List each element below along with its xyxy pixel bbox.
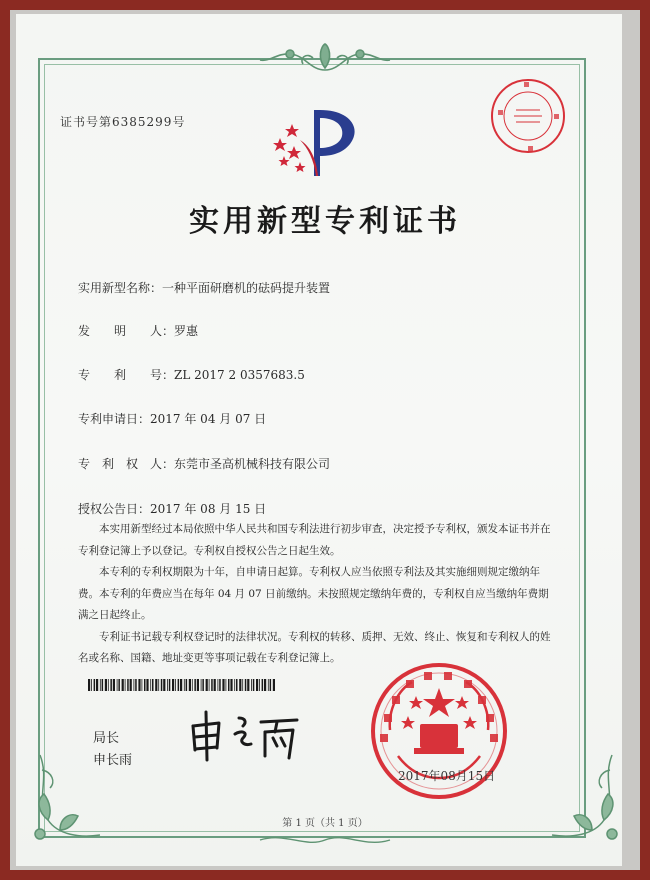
barcode-bar <box>206 679 208 691</box>
barcode-bar <box>214 679 216 691</box>
barcode-bar <box>186 679 188 691</box>
barcode-bar <box>144 679 146 691</box>
barcode-bar <box>268 679 269 691</box>
barcode-bar <box>175 679 176 691</box>
barcode-bar <box>178 679 180 691</box>
barcode-bar <box>201 679 202 691</box>
field-value: 一种平面研磨机的砝码提升装置 <box>162 281 331 295</box>
barcode-bar <box>91 679 92 691</box>
barcode-bar <box>110 679 112 691</box>
barcode-bar <box>125 679 126 691</box>
barcode-bar <box>167 679 168 691</box>
barcode-bar <box>202 679 204 691</box>
barcode-bar <box>259 679 260 691</box>
barcode-bar <box>152 679 154 691</box>
field-label: 专 利 号： <box>78 368 175 382</box>
barcode-bar <box>155 679 157 691</box>
barcode-bar <box>96 679 98 691</box>
barcode-bar <box>230 679 232 691</box>
field-label: 专利申请日： <box>78 412 151 426</box>
barcode-bar <box>236 679 238 691</box>
top-ornament <box>255 40 395 76</box>
field-value: 罗惠 <box>174 324 199 338</box>
field-value: 2017 年 08 月 15 日 <box>150 502 267 516</box>
director-name: 申长雨 <box>93 753 133 768</box>
barcode-bar <box>270 679 272 691</box>
paragraph-legal-status: 专利证书记载专利权登记时的法律状况。专利权的转移、质押、无效、终止、恢复和专利权人的姓名或名称、国籍、地址变更等事项记载在专利登记簿上。 <box>78 630 551 664</box>
field-inventor <box>78 322 198 339</box>
field-value: 2017 年 04 月 07 日 <box>150 412 267 426</box>
barcode-bar <box>169 679 171 691</box>
barcode-bar <box>135 679 137 691</box>
barcode-bar <box>234 679 235 691</box>
field-label: 专 利 权 人： <box>78 457 175 471</box>
barcode-bar <box>226 679 227 691</box>
barcode-bar <box>222 679 224 691</box>
barcode-bar <box>100 679 101 691</box>
barcode-bar <box>192 679 193 691</box>
barcode-bar <box>262 679 264 691</box>
seal-date: 2017年08月15日 <box>398 769 496 783</box>
barcode-bar <box>88 679 90 691</box>
barcode-bar <box>228 679 230 691</box>
paragraph-term: 本专利的专利权期限为十年，自申请日起算。专利权人应当依照专利法及其实施细则规定缴纳年费。本专利的年费应当在每年 04 月 07 日前缴纳。未按照规定缴纳年费的，专利权自应当缴纳年费期满之日起终止。 <box>78 566 549 621</box>
barcode-bar <box>256 679 258 691</box>
barcode-bar <box>239 679 241 691</box>
director-signature <box>185 706 330 762</box>
barcode-bar <box>108 679 109 691</box>
barcode-bar <box>161 679 163 691</box>
paragraph-examination: 本实用新型经过本局依照中华人民共和国专利法进行初步审查，决定授予专利权，颁发本证书并在专利登记簿上予以登记。专利权自授权公告之日起生效。 <box>78 523 551 557</box>
patent-office-logo <box>270 100 370 182</box>
barcode-bar <box>94 679 96 691</box>
bottom-right-ornament <box>542 750 622 845</box>
page-footer: 第 1 页（共 1 页） <box>282 818 368 829</box>
barcode-bar <box>163 679 165 691</box>
barcode-bar <box>197 679 199 691</box>
field-patentee <box>78 455 330 472</box>
barcode-bar <box>209 679 210 691</box>
inspection-stamp <box>488 76 568 156</box>
director-title: 局长 <box>93 731 120 746</box>
barcode-bar <box>102 679 104 691</box>
field-utility-model-name <box>78 279 330 296</box>
field-label: 实用新型名称： <box>78 281 163 295</box>
barcode-bar <box>118 679 120 691</box>
barcode-bar <box>194 679 196 691</box>
barcode-bar <box>184 679 185 691</box>
barcode-bar <box>242 679 243 691</box>
field-grant-date <box>78 500 266 517</box>
barcode-bar <box>264 679 266 691</box>
barcode-bar <box>146 679 148 691</box>
barcode-bar <box>138 679 140 691</box>
field-label: 授权公告日： <box>78 502 151 516</box>
barcode-bar <box>117 679 118 691</box>
field-label: 发 明 人： <box>78 324 175 338</box>
barcode-bar <box>253 679 255 691</box>
field-patent-number <box>78 366 305 383</box>
barcode-bar <box>189 679 191 691</box>
certificate-body <box>78 519 556 670</box>
field-value: ZL 2017 2 0357683.5 <box>174 368 305 382</box>
barcode-bar <box>247 679 249 691</box>
barcode-bar <box>273 679 275 691</box>
barcode <box>88 679 276 691</box>
barcode-bar <box>113 679 115 691</box>
certificate-number: 证书号第6385299号 <box>60 115 186 129</box>
barcode-bar <box>245 679 247 691</box>
certificate-title: 实用新型专利证书 <box>189 204 461 239</box>
barcode-bar <box>180 679 182 691</box>
barcode-bar <box>150 679 151 691</box>
barcode-bar <box>127 679 129 691</box>
field-application-date <box>78 410 266 427</box>
barcode-bar <box>142 679 143 691</box>
barcode-bar <box>211 679 213 691</box>
barcode-bar <box>134 679 135 691</box>
barcode-bar <box>122 679 124 691</box>
barcode-bar <box>172 679 174 691</box>
barcode-bar <box>105 679 107 691</box>
bottom-ornament <box>255 830 395 850</box>
barcode-bar <box>130 679 132 691</box>
field-value: 东莞市圣高机械科技有限公司 <box>174 457 331 471</box>
barcode-bar <box>218 679 219 691</box>
barcode-bar <box>219 679 221 691</box>
barcode-bar <box>251 679 252 691</box>
barcode-bar <box>158 679 159 691</box>
